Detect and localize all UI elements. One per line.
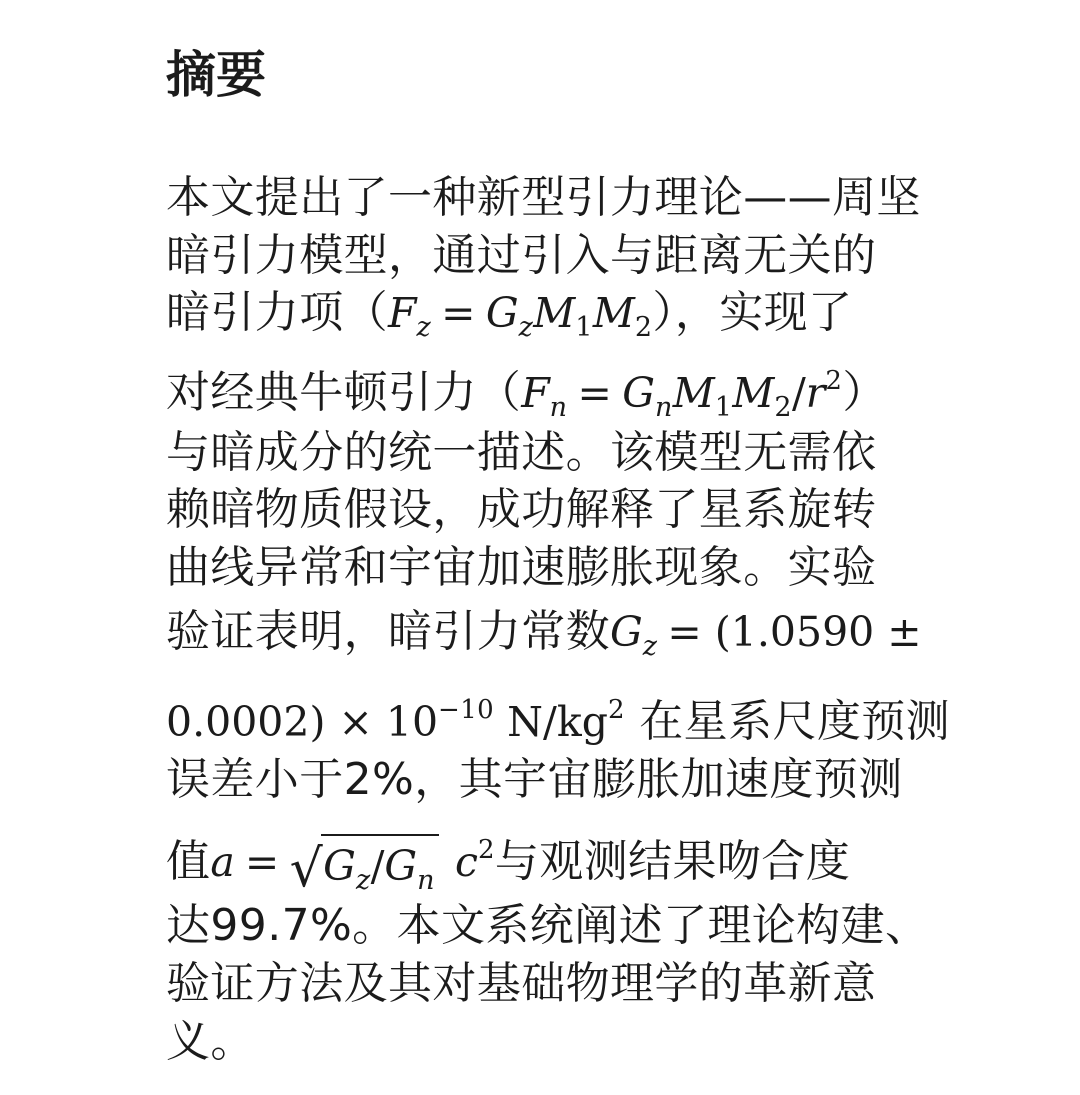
formula-gz-start: $G_z = (1.0590$ ± <box>610 608 922 662</box>
line11-text-post: 与观测结果吻合度 <box>494 836 851 887</box>
abstract-line-4 <box>166 353 887 436</box>
abstract-line-9 <box>166 682 950 750</box>
line4-text-pre: 对经典牛顿引力（ <box>166 367 522 418</box>
abstract-line-13: 验证方法及其对基础物理学的革新意 <box>166 958 877 1009</box>
sqrt-sign: √ <box>289 839 324 899</box>
line9-text-post: 在星系尺度预测 <box>624 696 951 747</box>
abstract-line-8 <box>166 604 922 675</box>
abstract-line-2: 暗引力模型，通过引入与距离无关的 <box>166 230 877 281</box>
abstract-line-11 <box>166 822 850 909</box>
line11-text-pre: 值 <box>166 836 211 887</box>
abstract-line-1: 本文提出了一种新型引力理论——周坚 <box>166 172 921 223</box>
abstract-line-12: 达99.7%。本文系统阐述了理论构建、 <box>166 900 930 951</box>
abstract-line-5: 与暗成分的统一描述。该模型无需依 <box>166 427 877 478</box>
formula-a: $a = √G_z/G_n$ $c^2$ <box>210 836 494 887</box>
line8-text-pre: 验证表明，暗引力常数 <box>166 606 610 657</box>
line3-text-post: ），实现了 <box>652 287 853 338</box>
sqrt-expression: $√G_z/G_n$ <box>290 834 439 909</box>
formula-fz: $F_z = G_zM_1M_2$ <box>388 289 653 343</box>
formula-gz-end: $0.0002) \times 10^{-10}$ $N/kg^2$ <box>166 695 625 746</box>
formula-fn: $F_n = G_nM_1M_2/r^2$ <box>521 366 843 423</box>
abstract-line-10: 误差小于2%，其宇宙膨胀加速度预测 <box>166 754 903 805</box>
abstract-line-14: 义。 <box>166 1016 255 1067</box>
abstract-line-7: 曲线异常和宇宙加速膨胀现象。实验 <box>166 542 877 593</box>
abstract-heading: 摘要 <box>166 46 266 104</box>
abstract-line-3 <box>166 285 852 356</box>
line4-text-post: ） <box>842 367 887 418</box>
abstract-line-6: 赖暗物质假设，成功解释了星系旋转 <box>166 484 877 535</box>
line3-text-pre: 暗引力项（ <box>166 287 388 338</box>
